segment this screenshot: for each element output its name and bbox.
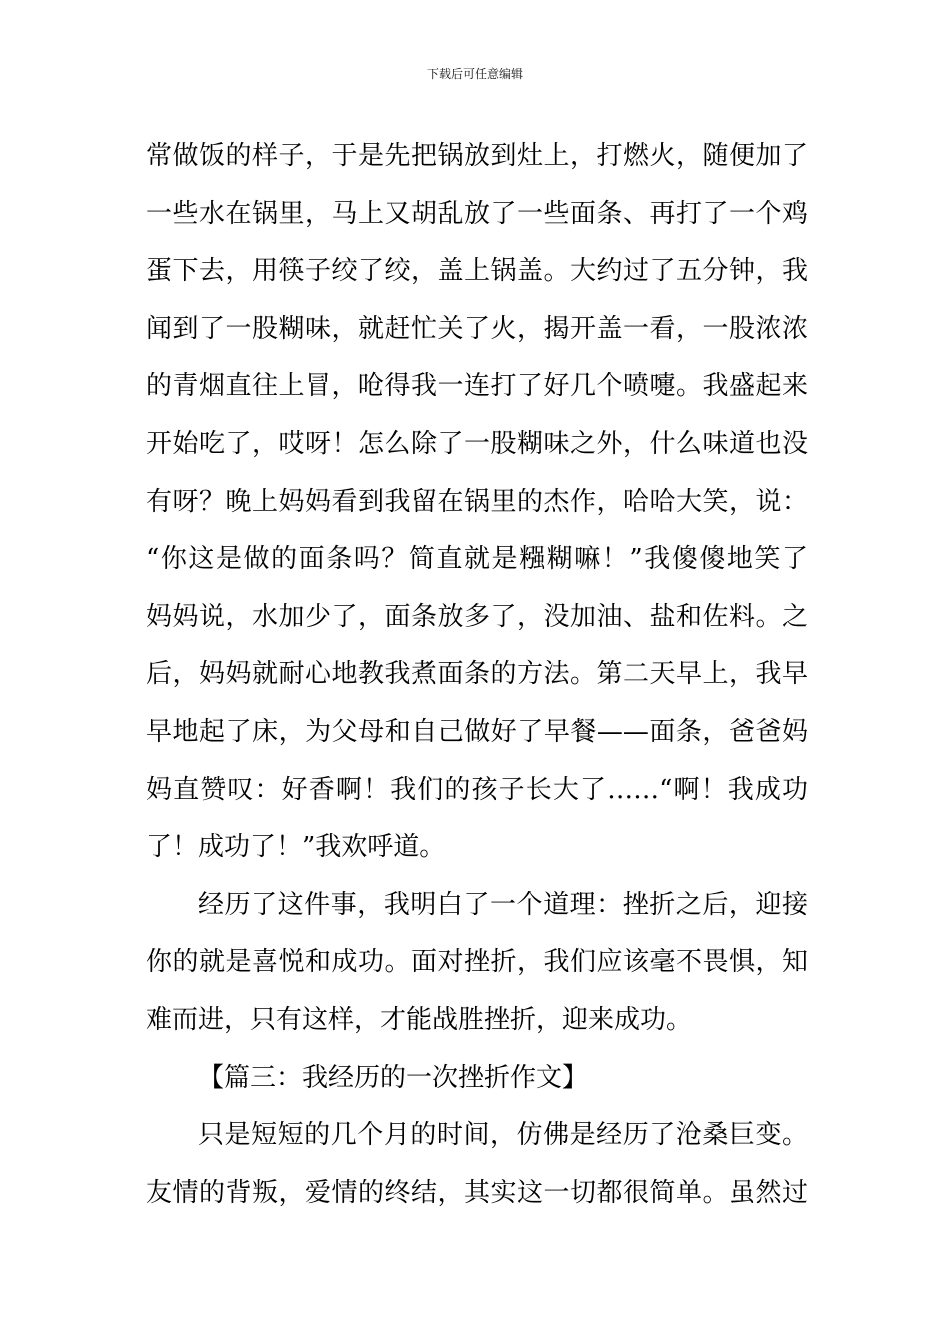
text-line: 了！成功了！”我欢呼道。	[146, 832, 446, 863]
text-line: 后，妈妈就耐心地教我煮面条的方法。第二天早上，我早	[146, 659, 808, 690]
text-line: “你这是做的面条吗？简直就是糨糊嘛！”我傻傻地笑了	[146, 544, 808, 575]
text-line: 妈直赞叹：好香啊！我们的孩子长大了……“啊！我成功	[146, 774, 808, 805]
section-heading: 【篇三：我经历的一次挫折作文】	[198, 1062, 589, 1093]
text-line: 友情的背叛，爱情的终结，其实这一切都很简单。虽然过	[146, 1177, 808, 1208]
text-line: 一些水在锅里，马上又胡乱放了一些面条、再打了一个鸡	[146, 198, 808, 229]
text-line: 的青烟直往上冒，呛得我一连打了好几个喷嚏。我盛起来	[146, 371, 808, 402]
text-line: 常做饭的样子，于是先把锅放到灶上，打燃火，随便加了	[146, 141, 808, 171]
text-line: 难而进，只有这样，才能战胜挫折，迎来成功。	[146, 1004, 693, 1035]
text-line: 闻到了一股糊味，就赶忙关了火，揭开盖一看，一股浓浓	[146, 313, 808, 344]
paragraph-first-line: 只是短短的几个月的时间，仿佛是经历了沧桑巨变。	[198, 1120, 808, 1151]
paragraph-first-line: 经历了这件事，我明白了一个道理：挫折之后，迎接	[198, 889, 808, 920]
text-line: 你的就是喜悦和成功。面对挫折，我们应该毫不畏惧，知	[146, 947, 808, 978]
page-header: 下载后可任意编辑	[426, 67, 523, 81]
text-line: 开始吃了，哎呀！怎么除了一股糊味之外，什么味道也没	[146, 428, 808, 459]
text-line: 早地起了床，为父母和自己做好了早餐——面条，爸爸妈	[146, 716, 808, 747]
text-line: 蛋下去，用筷子绞了绞，盖上锅盖。大约过了五分钟，我	[146, 256, 808, 287]
text-line: 妈妈说，水加少了，面条放多了，没加油、盐和佐料。之	[146, 601, 808, 632]
document-body	[146, 128, 808, 1222]
text-line: 有呀？晚上妈妈看到我留在锅里的杰作，哈哈大笑，说：	[146, 486, 808, 517]
